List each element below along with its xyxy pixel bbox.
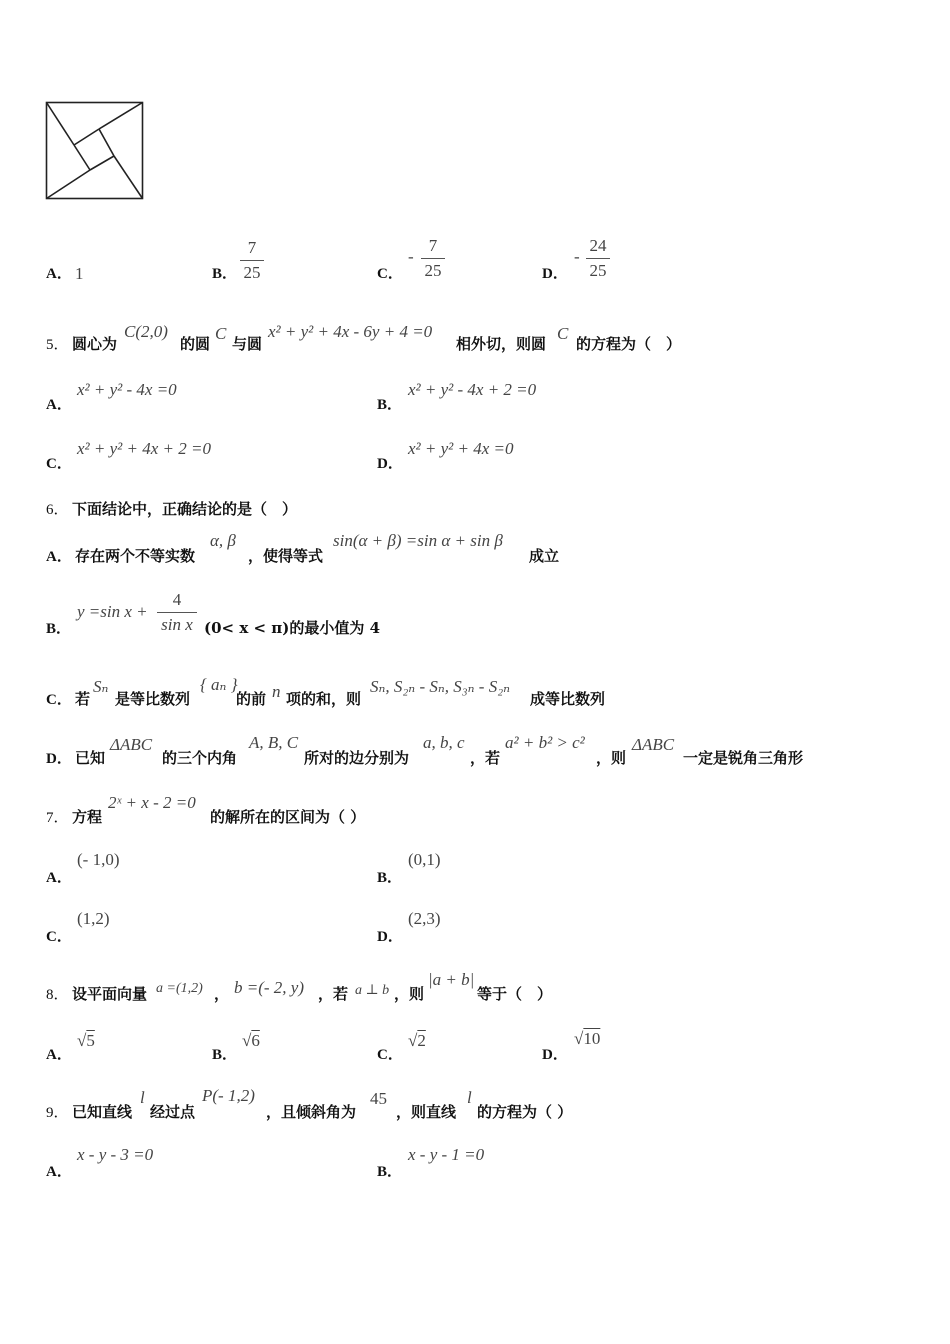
math-expr: n: [272, 682, 281, 701]
fraction-bar: [157, 612, 197, 613]
q9-option-b-expr: x - y - 1 =0: [408, 1145, 485, 1164]
fraction-bar: [240, 260, 264, 261]
stem-text: 与圆: [232, 335, 263, 353]
option-text: 成等比数列: [530, 690, 606, 708]
option-text: 已知: [75, 749, 106, 767]
option-text: ，则: [596, 749, 627, 767]
stem-text: 已知直线: [72, 1103, 133, 1121]
q6-option-b-label[interactable]: B．: [46, 621, 72, 637]
math-expr: C(2,0): [124, 322, 168, 341]
math-expr: P(- 1,2): [202, 1086, 255, 1105]
math-expr: a, b, c: [423, 733, 465, 752]
question-number: 6．: [46, 502, 69, 518]
stem-text: ，则: [394, 985, 425, 1003]
math-expr: l: [467, 1088, 472, 1107]
math-expr: { aₙ }: [200, 675, 238, 694]
math-expr: y =sin x +: [77, 602, 148, 621]
q5-option-c-expr: x² + y² + 4x + 2 =0: [77, 439, 211, 458]
radicand: 2: [417, 1031, 426, 1050]
q4-option-b-label[interactable]: B．: [212, 266, 238, 282]
fraction-bar: [421, 258, 445, 259]
q8-option-a-label[interactable]: A．: [46, 1047, 72, 1063]
q7-option-d-expr: (2,3): [408, 909, 441, 928]
q4-option-b-fraction: [240, 238, 264, 283]
q7-option-a-label[interactable]: A．: [46, 870, 72, 886]
q4-option-c-fraction: [421, 236, 445, 281]
numerator: 24: [589, 236, 607, 255]
option-text: 存在两个不等实数: [75, 547, 196, 565]
q6-option-d-label[interactable]: D．: [46, 751, 72, 767]
q7-option-c-expr: (1,2): [77, 909, 110, 928]
q8-option-c-radical: √2: [408, 1031, 426, 1050]
stem-text: 相外切，则圆: [456, 335, 547, 353]
option-text: 所对的边分别为: [304, 749, 410, 767]
numerator: 7: [247, 238, 257, 257]
q4-option-c-label[interactable]: C．: [377, 266, 403, 282]
math-expr: sin(α + β) =sin α + sin β: [333, 531, 503, 550]
option-text: ，若: [470, 749, 501, 767]
math-expr: ΔABC: [632, 735, 675, 754]
q5-option-a-expr: x² + y² - 4x =0: [77, 380, 177, 399]
numerator: 7: [428, 236, 438, 255]
question-number: 7．: [46, 810, 69, 826]
option-text: 一定是锐角三角形: [683, 749, 804, 767]
math-expr: x² + y² + 4x - 6y + 4 =0: [268, 322, 433, 341]
math-expr: C: [557, 324, 569, 343]
denominator: 25: [243, 263, 261, 282]
q4-option-c-sign: -: [408, 247, 414, 266]
q9-option-a-label[interactable]: A．: [46, 1164, 72, 1180]
question-number: 8．: [46, 987, 69, 1003]
q5-option-d-label[interactable]: D．: [377, 456, 403, 472]
q6-option-c-label[interactable]: C．: [46, 692, 72, 708]
stem-text: ，则直线: [396, 1103, 457, 1121]
radicand: 10: [583, 1029, 601, 1048]
q4-option-d-label[interactable]: D．: [542, 266, 568, 282]
q4-option-a-label[interactable]: A．: [46, 266, 72, 282]
option-text: 是等比数列: [115, 690, 191, 708]
q8-option-b-radical: √6: [242, 1031, 260, 1050]
math-expr: Sₙ, S₂ₙ - Sₙ, S₃ₙ - S₂ₙ: [370, 677, 511, 696]
q7-option-d-label[interactable]: D．: [377, 929, 403, 945]
stem-text: 的方程为（ ）: [576, 335, 682, 353]
q4-option-a-value: 1: [75, 264, 84, 283]
option-text: ，使得等式: [248, 547, 324, 565]
stem-text: 下面结论中，正确结论的是（ ）: [72, 500, 298, 518]
q5-option-b-label[interactable]: B．: [377, 397, 403, 413]
math-expr: l: [140, 1088, 145, 1107]
math-expr: C: [215, 324, 227, 343]
stem-text: 的解所在的区间为（ ）: [210, 808, 366, 826]
math-expr: a =(1,2): [156, 981, 203, 996]
q5-option-a-label[interactable]: A．: [46, 397, 72, 413]
q9-option-a-expr: x - y - 3 =0: [77, 1145, 154, 1164]
q4-option-d-fraction: [586, 236, 610, 281]
radicand: 5: [86, 1031, 95, 1050]
stem-text: 方程: [72, 808, 103, 826]
q8-option-a-radical: √5: [77, 1031, 95, 1050]
denominator: 25: [424, 261, 442, 280]
denominator: sin x: [161, 615, 193, 634]
stem-text: 设平面向量: [72, 985, 148, 1003]
option-text: (0< x < π)的最小值为 4: [204, 619, 381, 637]
option-text: 的三个内角: [162, 749, 238, 767]
stem-text: 经过点: [150, 1103, 196, 1121]
stem-text: 圆心为: [72, 335, 118, 353]
stem-text: 的方程为（ ）: [477, 1103, 573, 1121]
denominator: 25: [589, 261, 607, 280]
q7-option-b-label[interactable]: B．: [377, 870, 403, 886]
q8-option-d-radical: √10: [574, 1029, 601, 1048]
q8-option-d-label[interactable]: D．: [542, 1047, 568, 1063]
q8-option-b-label[interactable]: B．: [212, 1047, 238, 1063]
q7-option-b-expr: (0,1): [408, 850, 441, 869]
q9-option-b-label[interactable]: B．: [377, 1164, 403, 1180]
q7-option-c-label[interactable]: C．: [46, 929, 72, 945]
math-expr: α, β: [210, 531, 236, 550]
pinwheel-square-figure: [44, 100, 146, 201]
stem-text: 的圆: [180, 335, 211, 353]
fraction-bar: [586, 258, 610, 259]
q4-option-d-sign: -: [574, 247, 580, 266]
math-expr: |a + b|: [428, 970, 475, 989]
math-expr: Sₙ: [93, 677, 109, 696]
math-expr: a ⊥ b: [355, 983, 390, 998]
q7-option-a-expr: (- 1,0): [77, 850, 120, 869]
option-text: 的前: [236, 690, 267, 708]
math-expr: ΔABC: [110, 735, 153, 754]
math-expr: A, B, C: [249, 733, 299, 752]
q6-b-fraction: [157, 590, 197, 635]
question-number: 9．: [46, 1105, 69, 1121]
numerator: 4: [172, 590, 182, 609]
stem-text: ，: [214, 985, 230, 1003]
math-expr: a² + b² > c²: [505, 733, 585, 752]
option-text: 项的和，则: [286, 690, 362, 708]
q5-option-d-expr: x² + y² + 4x =0: [408, 439, 514, 458]
question-number: 5．: [46, 337, 69, 353]
option-text: 成立: [529, 547, 560, 565]
radicand: 6: [251, 1031, 260, 1050]
stem-text: ，若: [318, 985, 349, 1003]
q8-option-c-label[interactable]: C．: [377, 1047, 403, 1063]
math-expr: 2ˣ + x - 2 =0: [108, 793, 196, 812]
q5-option-c-label[interactable]: C．: [46, 456, 72, 472]
math-expr: b =(- 2, y): [234, 978, 305, 997]
q5-option-b-expr: x² + y² - 4x + 2 =0: [408, 380, 537, 399]
option-text: 若: [75, 690, 91, 708]
stem-text: ，且倾斜角为: [266, 1103, 357, 1121]
q6-option-a-label[interactable]: A．: [46, 549, 72, 565]
stem-text: 等于（ ）: [477, 985, 553, 1003]
math-expr: 45: [370, 1089, 387, 1108]
